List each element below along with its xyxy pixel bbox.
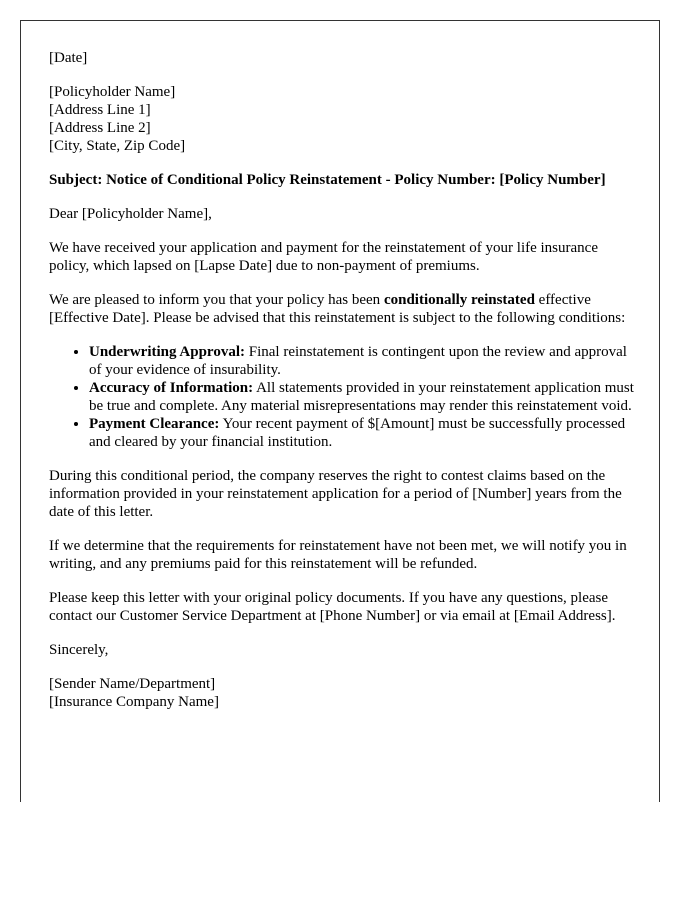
recipient-city-state-zip: [City, State, Zip Code] [49,138,186,154]
condition-title: Underwriting Approval: [89,344,245,360]
paragraph-2-after: effective [Effective Date]. Please be advised that this reinstatement is subject to the following conditions: [49,292,626,326]
recipient-name: [Policyholder Name] [49,84,176,100]
condition-payment-clearance [89,415,635,451]
conditions-list [49,343,635,451]
paragraph-2-bold: conditionally reinstated [383,292,535,308]
condition-title: Accuracy of Information: [89,380,254,396]
sender-company: [Insurance Company Name] [49,694,219,710]
recipient-address [49,83,635,155]
condition-accuracy-of-information [89,379,635,415]
recipient-address-line-2: [Address Line 2] [49,120,151,136]
sender-name-department: [Sender Name/Department] [49,676,216,692]
paragraph-2-before: We are pleased to inform you that your policy has been [49,292,384,308]
letter-page [20,20,660,802]
paragraph-contact-info: Please keep this letter with your original policy documents. If you have any questions, please contact our Customer Service Department at [Phone Number] or via email at [Email Address]. [49,590,616,624]
recipient-address-line-1: [Address Line 1] [49,102,151,118]
condition-title: Payment Clearance: [89,416,220,432]
condition-text: Final reinstatement is contingent upon the review and approval of your evidence of insurability. [89,344,627,378]
condition-text: All statements provided in your reinstatement application must be true and complete. Any material misrepresentations may render this reinstatement void. [89,380,634,414]
condition-underwriting-approval [89,343,635,379]
paragraph-refund-notice: If we determine that the requirements for reinstatement have not been met, we will notify you in writing, and any premiums paid for this reinstatement will be refunded. [49,538,627,572]
paragraph-conditional-reinstatement [49,291,635,327]
condition-text: Your recent payment of $[Amount] must be successfully processed and cleared by your financial institution. [89,416,626,450]
paragraph-contest-period: During this conditional period, the company reserves the right to contest claims based on the information provided in your reinstatement application for a period of [Number] years from the date of this letter. [49,468,622,520]
letter-date: [Date] [49,50,88,66]
letter-subject: Subject: Notice of Conditional Policy Reinstatement - Policy Number: [Policy Number] [49,172,606,188]
salutation: Dear [Policyholder Name], [49,206,212,222]
sender-block [49,675,635,711]
letter-body [49,49,635,727]
closing: Sincerely, [49,642,109,658]
paragraph-application-received: We have received your application and payment for the reinstatement of your life insurance policy, which lapsed on [Lapse Date] due to non-payment of premiums. [49,240,598,274]
